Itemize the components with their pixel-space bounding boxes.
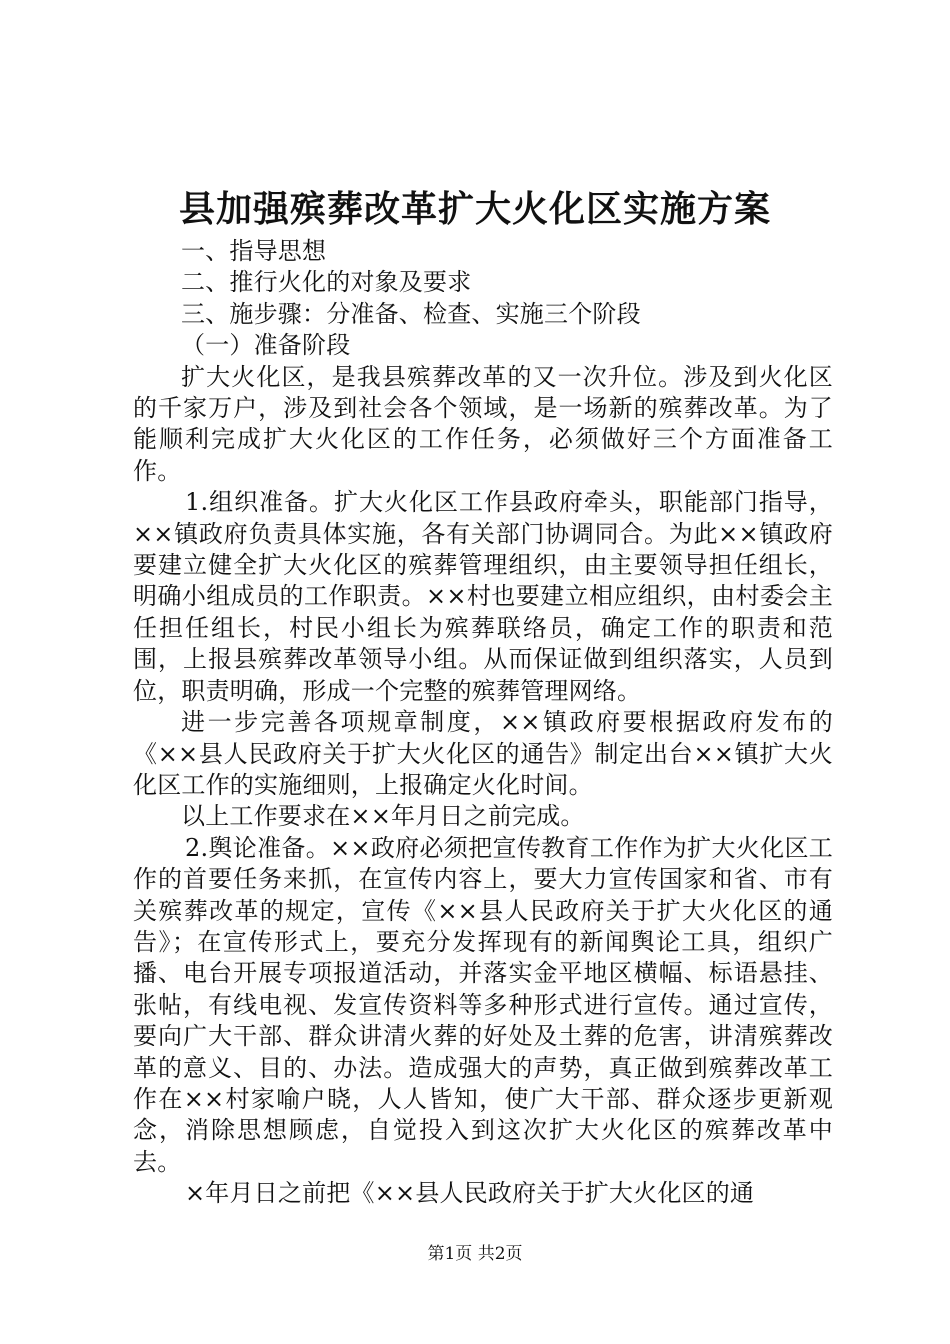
document-body [133, 236, 833, 1210]
section-heading-2: 二、推行火化的对象及要求 [181, 268, 472, 297]
page-number-footer: 第1页 共2页 [427, 1244, 523, 1264]
paragraph-publicity: 2.舆论准备。××政府必须把宣传教育工作作为扩大火化区工作的首要任务来抓，在宣传内容上，要大力宣传国家和省、市有关殡葬改革的规定，宣传《××县人民政府关于扩大火化区的通告》；在宣传形式上，要充分发挥现有的新闻舆论工具，组织广播、电台开展专项报道活动，并落实金平地区横幅、标语悬挂、张帖，有线电视、发宣传资料等多种形式进行宣传。通过宣传，要向广大干部、群众讲清火葬的好处及土葬的危害，讲清殡葬改革的意义、目的、办法。造成强大的声势，真正做到殡葬改革工作在××村家喻户晓，人人皆知，使广大干部、群众逐步更新观念，消除思想顾虑，自觉投入到这次扩大火化区的殡葬改革中去。 [133, 833, 833, 1176]
section-heading-1: 一、指导思想 [181, 237, 327, 265]
document-title: 县加强殡葬改革扩大火化区实施方案 [178, 188, 771, 230]
section-heading-3: 三、施步骤：分准备、检查、实施三个阶段 [181, 299, 641, 328]
paragraph-deadline: 以上工作要求在××年月日之前完成。 [181, 802, 585, 831]
paragraph-continued: ×年月日之前把《××县人民政府关于扩大火化区的通 [185, 1179, 755, 1208]
subsection-heading-prep: （一）准备阶段 [181, 331, 351, 360]
paragraph-regulations: 进一步完善各项规章制度，××镇政府要根据政府发布的《××县人民政府关于扩大火化区的通告》制定出台××镇扩大火化区工作的实施细则，上报确定火化时间。 [133, 708, 833, 799]
paragraph-intro: 扩大火化区，是我县殡葬改革的又一次升位。涉及到火化区的千家万户，涉及到社会各个领域，是一场新的殡葬改革。为了能顺利完成扩大火化区的工作任务，必须做好三个方面准备工作。 [133, 362, 833, 485]
paragraph-organization: 1.组织准备。扩大火化区工作县政府牵头，职能部门指导，××镇政府负责具体实施，各有关部门协调同合。为此××镇政府要建立健全扩大火化区的殡葬管理组织，由主要领导担任组长，明确小组成员的工作职责。××村也要建立相应组织，由村委会主任担任组长，村民小组长为殡葬联络员，确定工作的职责和范围，上报县殡葬改革领导小组。从而保证做到组织落实，人员到位，职责明确，形成一个完整的殡葬管理网络。 [133, 488, 833, 705]
